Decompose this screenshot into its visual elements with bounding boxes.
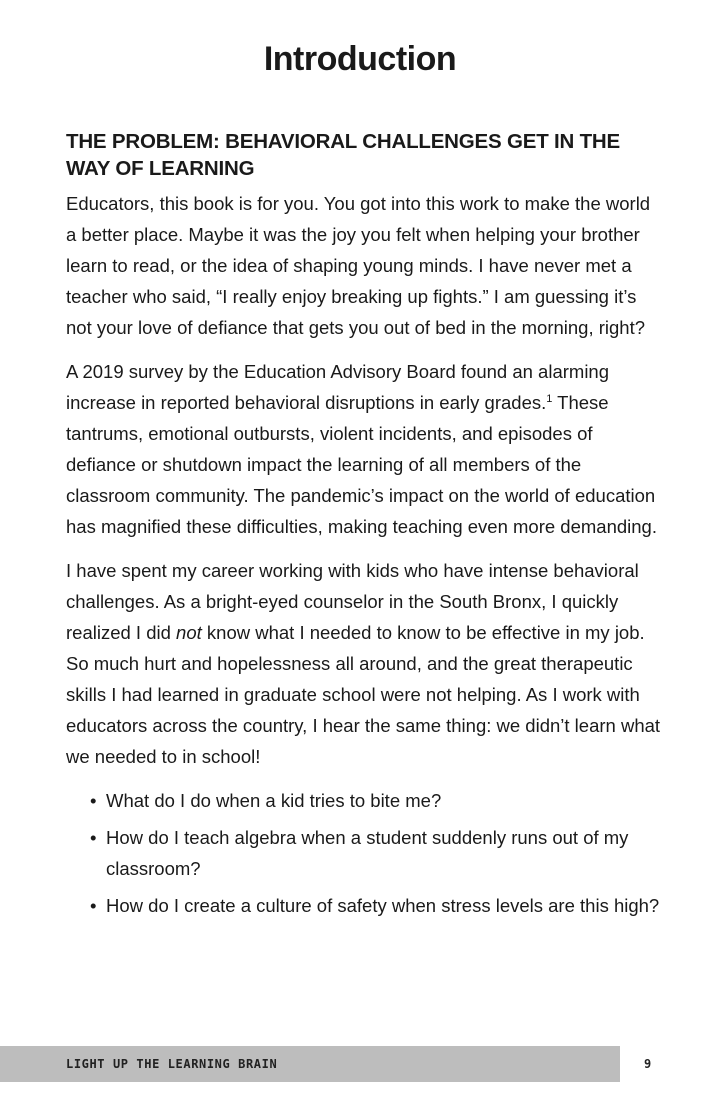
paragraph-2-text-start: A 2019 survey by the Education Advisory Board found an alarming increase in reported behavioral disruptions in early grades. bbox=[66, 361, 610, 413]
footer-book-title: LIGHT UP THE LEARNING BRAIN bbox=[66, 1057, 278, 1071]
bullet-icon: • bbox=[90, 895, 97, 916]
bullet-icon: • bbox=[90, 790, 97, 811]
section-heading: THE PROBLEM: BEHAVIORAL CHALLENGES GET IN THE WAY OF LEARNING bbox=[66, 130, 621, 180]
paragraph-3 bbox=[66, 555, 662, 772]
paragraph-3-text-start: I have spent my career working with kids who have intense behavioral challenges. As a bright-eyed counselor in the South Bronx, I quickly realized I did bbox=[66, 560, 639, 643]
page-number: 9 bbox=[644, 1057, 652, 1071]
list-item bbox=[90, 822, 662, 884]
list-item bbox=[90, 890, 662, 921]
bullet-icon: • bbox=[90, 827, 97, 848]
page-title: Introduction bbox=[263, 40, 457, 78]
page-content bbox=[66, 128, 662, 927]
list-item bbox=[90, 785, 662, 816]
question-list bbox=[66, 785, 662, 921]
footnote-marker: 1 bbox=[546, 393, 553, 405]
list-item-text: How do I create a culture of safety when stress levels are this high? bbox=[106, 895, 660, 916]
list-item-text: How do I teach algebra when a student suddenly runs out of my classroom? bbox=[106, 827, 629, 879]
paragraph-3-text-end: know what I needed to know to be effective in my job. So much hurt and hopelessness all around, and the great therapeutic skills I had learned in graduate school were not helping. As I work with educators across the country, I hear the same thing: we didn’t learn what we needed to in school! bbox=[66, 622, 661, 767]
paragraph-3-emphasis: not bbox=[176, 622, 202, 643]
paragraph-1: Educators, this book is for you. You got into this work to make the world a better place. Maybe it was the joy you felt when helping your brother learn to read, or the idea of shaping young minds. I have never met a teacher who said, “I really enjoy breaking up fights.” I am guessing it’s not your love of defiance that gets you out of bed in the morning, right? bbox=[66, 193, 651, 338]
paragraph-2 bbox=[66, 356, 662, 542]
list-item-text: What do I do when a kid tries to bite me? bbox=[106, 790, 442, 811]
paragraph-2-text-end: These tantrums, emotional outbursts, violent incidents, and episodes of defiance or shutdown impact the learning of all members of the classroom community. The pandemic’s impact on the world of education has magnified these difficulties, making teaching even more demanding. bbox=[66, 392, 657, 537]
